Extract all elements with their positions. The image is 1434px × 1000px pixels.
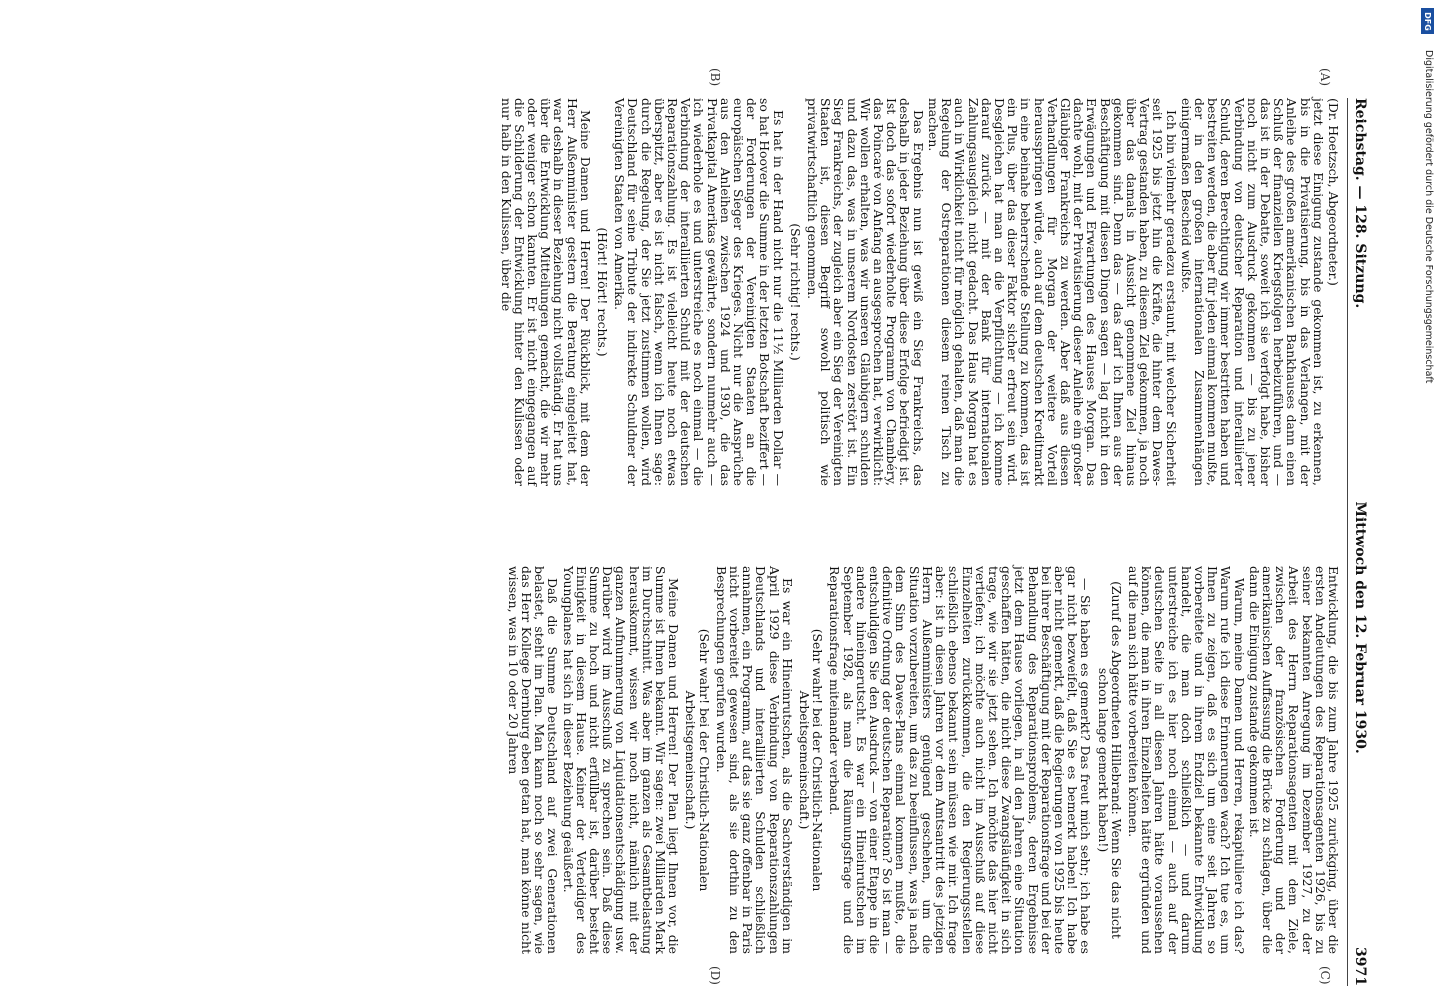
paragraph: Ich bin vielmehr geradezu erstaunt, mit welcher Sicherheit seit 1925 bis jetzt hin die Kräfte, die hinter dem Dawes-Vertrag gestanden haben, zu diesem Ziel gekommen, ja noch über das damals in Aussicht genommene Ziel hinaus gekommen sind. Denn das — das darf ich Ihnen aus der Beschäftigung mit diesen Dingen sagen — lag nicht in den Erwägungen und Erwartungen des Hauses Morgan. Das dachte wohl, mit der Privatisierung dieser Anleihe ein großer Gläubiger Frankreichs zu werden. Aber daß aus diesen Verhandlungen für Morgan der weitere Vorteil herausspringen würde, auch auf dem deutschen Kreditmarkt in eine beinahe beherrschende Stellung zu kommen, das ist ein Plus, über das dieser Faktor sicher erfreut sein wird. Desgleichen hat man an die Verpflichtung — ich komme darauf zurück — mit der Bank für internationalen Zahlungsausgleich nicht gedacht. Das Haus Morgan hat es auch in Wirklichkeit nicht für möglich gehalten, daß man die Regelung der Ostreparationen diesem reinen Tisch zu machen. [925, 98, 1179, 486]
left-column [497, 98, 1340, 486]
header-left: Reichstag. — 128. Sitzung. [1352, 98, 1368, 309]
page-header [1347, 98, 1372, 986]
interjection: (Zuruf des Abgeordneten Hillebrand: Wenn Sie das nicht schon lange gemerkt haben!) [1095, 581, 1124, 939]
margin-marker-c: (C) [1318, 966, 1332, 985]
paragraph: jetzt diese Einigung zustande gekommen ist, zu erkennen, bis in die Privatisierung, bis in das Verlangen, mit der Anleihe des großen amerikanischen Bankhauses dann einen Schluß der finanziellen Kriegsfolgen herbeizuführen, und — das ist in der Debatte, soweit ich sie verfolgt habe, bisher noch nicht zum Ausdruck gekommen — bis zu jener Verbindung von deutscher Reparation und interalliierter Schuld, deren Berechtigung wir immer bestritten haben und bestreiten werden, die aber für jeden einmal kommen mußte, der in den großen internationalen Zusammenhängen einigermaßen Bescheid wußte. [1178, 98, 1326, 486]
paragraph: Das Ergebnis nun ist gewiß ein Sieg Frankreichs, das deshalb in jeder Beziehung über diese Erfolge befriedigt ist. Ist doch das sofort wiederholte Programm von Chambéry, das Poincaré von Anfang an ausgesprochen hat, verwirklicht: Wir wollen erhalten, was wir unseren Gläubigern schulden und dazu das, was in unserem Nordosten zerstört ist. Ein Sieg Frankreichs, der zugleich aber ein Sieg der Vereinigten Staaten ist, diesen Begriff sowohl politisch wie privatwirtschaftlich genommen. [805, 98, 926, 486]
digitization-note: Digitalisierung gefördert durch die Deutsche Forschungsgemeinschaft [1423, 50, 1434, 384]
paragraph: Daß die Summe Deutschland auf zwei Generationen belastet, steht im Plan. Man kann noch so sehr sagen, wie das Herr Kollege Dernburg eben getan hat, man könne nicht wissen, was in 10 oder 20 Jahren [505, 566, 561, 954]
margin-marker-a: (A) [1318, 68, 1332, 87]
speaker-label: (Dr. Hoetzsch, Abgeordneter.) [1326, 98, 1341, 286]
interjection: (Sehr richtig! rechts.) [787, 223, 803, 361]
margin-marker-d: (D) [708, 966, 722, 985]
dfg-logo: DFG [1421, 8, 1434, 34]
paragraph: Entwicklung, die bis zum Jahre 1925 zurückging, über die ersten Andeutungen des Reparationsagenten 1926, bis zu seiner bekannten Anregung im Dezember 1927, zu der Arbeit des Herrn Reparationsagenten mit dem Ziele, zwischen der französischen Forderung und der amerikanischen Auffassung die Brücke zu schlagen, über die dann die Einigung zustande gekommen ist. [1246, 566, 1341, 954]
paragraph: Meine Damen und Herren! Der Plan liegt Ihnen vor, die Summe ist Ihnen bekannt. Wir sagen: zwei Milliarden Mark im Durchschnitt. Was aber im ganzen als Gesamtbelastung herauskommt, wissen wir noch nicht, nämlich mit der ganzen Aufnummerung von Liquidationsentschädigung usw. Darüber wird im Ausschuß zu sprechen sein. Daß diese Summe zu hoch und nicht erfüllbar ist, darüber besteht Einigkeit in diesem Hause. Keiner der Verteidiger des Youngplanes hat sich in dieser Beziehung geäußert. [560, 566, 682, 954]
interjection: (Sehr wahr! bei der Christlich-Nationalen Arbeitsgemeinschaft.) [683, 628, 712, 892]
margin-marker-b: (B) [708, 68, 722, 87]
document-page [82, 68, 1372, 986]
interjection: (Sehr wahr! bei der Christlich-Nationalen Arbeitsgemeinschaft.) [797, 628, 826, 892]
paragraph: Es hat in der Hand nicht nur die 11½ Milliarden Dollar — so hat Hoover die Summe in der letzten Botschaft beziffert — der Forderungen der Vereinigten Staaten an die europäischen Sieger des Krieges. Nicht nur die Ansprüche aus den Anleihen zwischen 1924 und 1930, die das Privatkapital Amerikas gewährte, sondern nunmehr auch — ich wiederhole es und unterstreiche es noch einmal — die Verbindung der interalliierten Schuld mit der deutschen Reparationszahlung. Es ist vielleicht heute noch etwas überspitzt, aber es ist nicht falsch, wenn ich Ihnen sage: durch die Regelung, der Sie jetzt zustimmen wollen, wird Deutschland für seine Tribute der indirekte Schuldner der Vereinigten Staaten von Amerika. [612, 98, 786, 486]
interjection: (Hört! Hört! rechts.) [595, 227, 611, 357]
paragraph: Meine Damen und Herren! Der Rückblick, mit dem der Herr Außenminister gestern die Beratung eingeleitet hat, war deshalb in dieser Beziehung nicht vollständig. Er hat uns über die Entwicklung Mitteilungen gemacht, die wir mehr oder weniger schon kannten. Er ist nicht eingegangen auf die Schilderung der Entwicklung hinter den Kulissen oder nur halb in den Kulissen, über die [498, 98, 593, 486]
page-number: 3971 [1352, 947, 1368, 986]
right-column [505, 566, 1340, 954]
paragraph: — Sie haben es gemerkt? Das freut mich sehr; ich habe es gar nicht bezweifelt, daß Sie es bemerkt haben! Ich habe aber nicht gemerkt, daß die Regierungen von 1925 bis heute bei ihrer Beschäftigung mit der Reparationsfrage und bei der Behandlung des Reparationsproblems, deren Ergebnisse jetzt dem Hause vorliegen, in all den Jahren eine Situation geschaffen hätten, die nicht diese Zwangsläufigkeit in sich trage, wie wir sie jetzt sehen. Ich möchte das hier nicht vertiefen; ich möchte auch nicht im Ausschuß auf diese Einzelheiten zurückkommen, die den Regierungsstellen schließlich ebenso bekannt sein müssen wie mir. Ich frage aber: ist in diesen Jahren vor dem Amtsantritt des jetzigen Herrn Außenministers genügend geschehen, um die Situation vorzubereiten, um das zu beeinflussen, was ja nach dem Sinn des Dawes-Plans einmal kommen mußte, die definitive Ordnung der deutschen Reparation? So ist man — entschuldigen Sie den Ausdruck — von einer Etappe in die andere hineingerutscht. Es war ein Hineinrutschen im September 1928, als man die Räumungsfrage und die Reparationsfrage miteinander verband. [827, 566, 1094, 954]
paragraph: Es war ein Hineinrutschen, als die Sachverständigen im April 1929 diese Verbindung von Reparationszahlungen Deutschlands und interalliierten Schulden schließlich annahmen, ein Programm, auf das sie ganz offenbar in Paris nicht vorbereitet gewesen sind, als sie dorthin zu den Besprechungen gerufen wurden. [713, 566, 795, 954]
header-date: Mittwoch den 12. Februar 1930. [1352, 501, 1368, 754]
paragraph: Warum, meine Damen und Herren, rekapituliere ich das? Warum rufe ich diese Erinnerungen wach? Ich tue es, um Ihnen zu zeigen, daß es sich um eine seit Jahren so vorbereitete und in ihrem Endziel bekannte Entwicklung handelt, die man doch schließlich — und darum unterstreiche ich es hier noch einmal — auch auf der deutschen Seite in all diesen Jahren hätte voraussehen können, die man in ihren Einzelheiten hätte ergründen und auf die man sich hätte vorbereiten können. [1125, 566, 1247, 954]
